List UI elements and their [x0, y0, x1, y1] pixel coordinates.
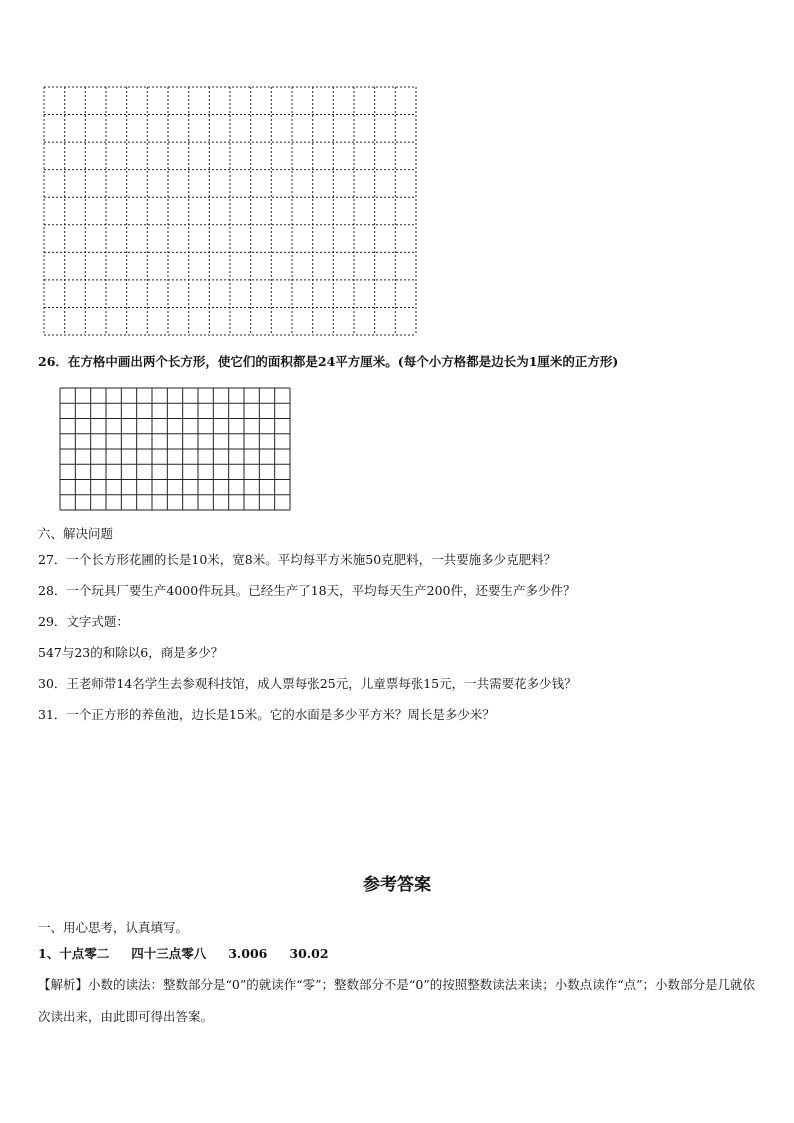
question-28: 28．一个玩具厂要生产4000件玩具。已经生产了18天，平均每天生产200件，还要生产多少件？ [38, 583, 576, 598]
answer-1-item: 四十三点零八 [131, 946, 207, 961]
answers-title: 参考答案 [363, 875, 431, 895]
question-26: 26．在方格中画出两个长方形，使它们的面积都是24平方厘米。(每个小方格都是边长为1厘米的正方形) [38, 354, 619, 369]
section-heading-solve: 六、解决问题 [38, 526, 114, 541]
answer-1 [38, 946, 329, 962]
question-30: 30．王老师带14名学生去参观科技馆，成人票每张25元，儿童票每张15元，一共需要花多少钱？ [38, 676, 577, 691]
answer-1-analysis: 【解析】小数的读法：整数部分是“0”的就读作“零”；整数部分不是“0”的按照整数读法来读；小数点读作“点”；小数部分是几就依次读出来，由此即可得出答案。 [38, 977, 756, 1024]
answer-1-label: 1、 [38, 946, 60, 961]
answers-section-1: 一、用心思考，认真填写。 [38, 920, 189, 935]
question-31: 31．一个正方形的养鱼池，边长是15米。它的水面是多少平方米？周长是多少米？ [38, 707, 495, 722]
question-27: 27．一个长方形花圃的长是10米，宽8米。平均每平方米施50克肥料，一共要施多少克肥料？ [38, 552, 557, 567]
answer-1-item: 30.02 [289, 946, 329, 961]
question-29-expression: 547与23的和除以6，商是多少？ [38, 645, 224, 660]
answer-1-item: 十点零二 [59, 946, 110, 961]
answer-1-item: 3.006 [228, 946, 268, 961]
square-grid-small [59, 387, 291, 511]
dotted-grid-top [43, 86, 417, 336]
question-29: 29．文字式题： [38, 614, 129, 629]
